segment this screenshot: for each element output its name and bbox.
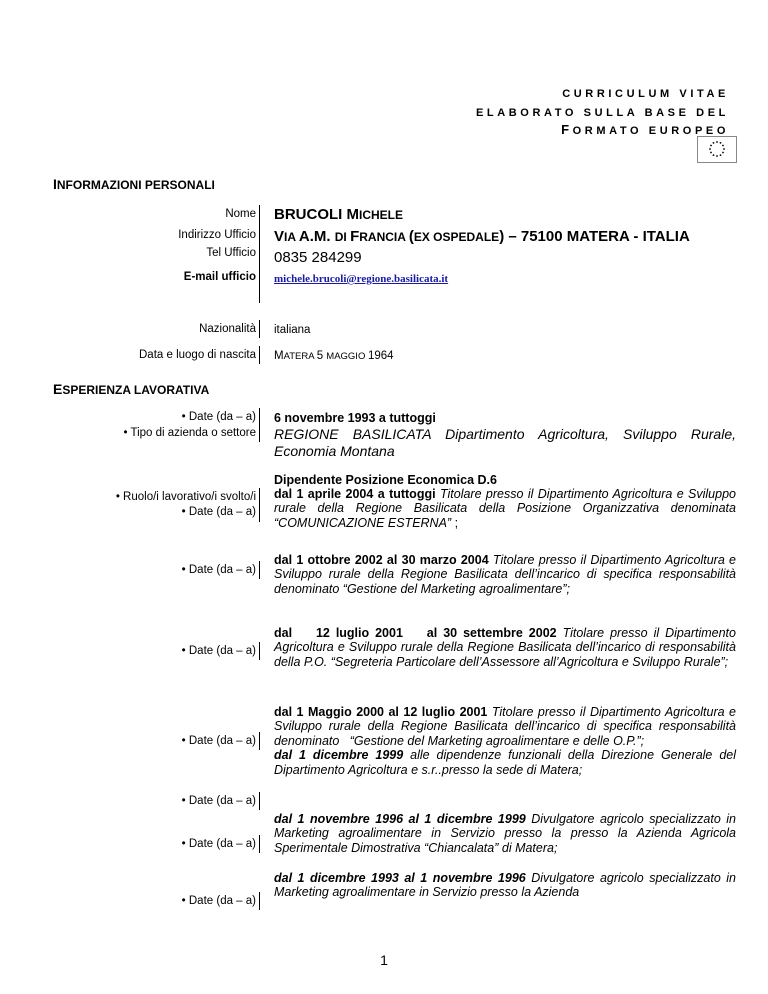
label-nationality: Nazionalità [199, 323, 256, 335]
experience-entry: dal 12 luglio 2001 al 30 settembre 2002 Titolare presso il Dipartimento Agricoltura e Sviluppo rurale della Regione Basilicata dell’incarico di responsabilità della P.O. “Segreteria Particolare dell’Assessore all’Agricoltura e Sviluppo Rurale”; [274, 626, 736, 669]
experience-entry: dal 1 aprile 2004 a tuttoggi Titolare presso il Dipartimento Agricoltura e Sviluppo rurale della Regione Basilicata della Posizione Organizzativa denominata “COMUNICAZIONE ESTERNA” ; [274, 487, 736, 530]
divider-line [259, 408, 260, 442]
label-dates: • Date (da – a) [181, 645, 256, 657]
divider-line [259, 732, 260, 750]
employer: REGIONE BASILICATA Dipartimento Agricoltura, Sviluppo Rurale, Economia Montana [274, 426, 736, 459]
label-dates: • Date (da – a) [181, 506, 256, 518]
label-office-phone: Tel Ufficio [206, 247, 256, 259]
label-dates: • Date (da – a) [181, 838, 256, 850]
divider-line [259, 488, 260, 522]
office-email-link[interactable]: michele.brucoli@regione.basilicata.it [274, 273, 449, 285]
eu-flag-icon [697, 136, 737, 163]
divider-line [259, 892, 260, 910]
label-dates: • Date (da – a) [181, 411, 256, 423]
birth-value: MATERA 5 MAGGIO 1964 [274, 350, 394, 362]
office-phone: 0835 284299 [274, 249, 362, 266]
divider-line [259, 792, 260, 810]
experience-entry: dal 1 dicembre 1993 al 1 novembre 1996 Divulgatore agricolo specializzato in Marketing agroalimentare in Servizio presso la Azienda [274, 871, 736, 900]
cv-format: FORMATO EUROPEO [561, 122, 729, 137]
office-address: VIA A.M. DI FRANCIA (EX OSPEDALE) – 75100 MATERA - ITALIA [274, 228, 690, 245]
divider-line [259, 320, 260, 338]
section-work-experience: ESPERIENZA LAVORATIVA [53, 381, 210, 397]
label-company-type: • Tipo di azienda o settore [123, 427, 256, 439]
economic-position: Dipendente Posizione Economica D.6 [274, 473, 497, 487]
divider-line [259, 835, 260, 853]
label-birth: Data e luogo di nascita [139, 349, 256, 361]
person-name: BRUCOLI MICHELE [274, 206, 404, 223]
label-dates: • Date (da – a) [181, 735, 256, 747]
experience-entry: dal 1 Maggio 2000 al 12 luglio 2001 Titolare presso il Dipartimento Agricoltura e Sviluppo rurale della Regione Basilicata dell’incarico di specifica responsabilità denominato “Gestione del Marketing agroalimentare e delle O.P.”; dal 1 dicembre 1999 alle dipendenze funzionali della Direzione Generale del Dipartimento Agricoltura e s.r..presso la sede di Matera; [274, 705, 740, 777]
label-name: Nome [225, 208, 256, 220]
first-period: 6 novembre 1993 a tuttoggi [274, 411, 436, 425]
label-office-email: E-mail ufficio [183, 271, 256, 283]
experience-entry: dal 1 novembre 1996 al 1 dicembre 1999 Divulgatore agricolo specializzato in Marketing agroalimentare in Servizio presso la presso la Azienda Agricola Sperimentale Dimostrativa “Chiancalata” di Matera; [274, 812, 736, 855]
divider-line [259, 561, 260, 579]
divider-line [259, 205, 260, 303]
label-dates: • Date (da – a) [181, 564, 256, 576]
experience-entry: dal 1 ottobre 2002 al 30 marzo 2004 Titolare presso il Dipartimento Agricoltura e Sviluppo rurale della Regione Basilicata dell’incarico di specifica responsabilità denominato “Gestione del Marketing agroalimentare”; [274, 553, 736, 596]
page-number: 1 [380, 952, 388, 968]
label-dates: • Date (da – a) [181, 895, 256, 907]
section-personal-info: INFORMAZIONI PERSONALI [53, 176, 215, 192]
label-office-address: Indirizzo Ufficio [178, 229, 256, 241]
cv-subtitle: ELABORATO SULLA BASE DEL [475, 107, 729, 119]
divider-line [259, 642, 260, 660]
label-dates: • Date (da – a) [181, 795, 256, 807]
divider-line [259, 346, 260, 364]
nationality-value: italiana [274, 324, 311, 336]
label-role: • Ruolo/i lavorativo/i svolto/i [115, 491, 256, 503]
cv-title: CURRICULUM VITAE [562, 88, 729, 100]
